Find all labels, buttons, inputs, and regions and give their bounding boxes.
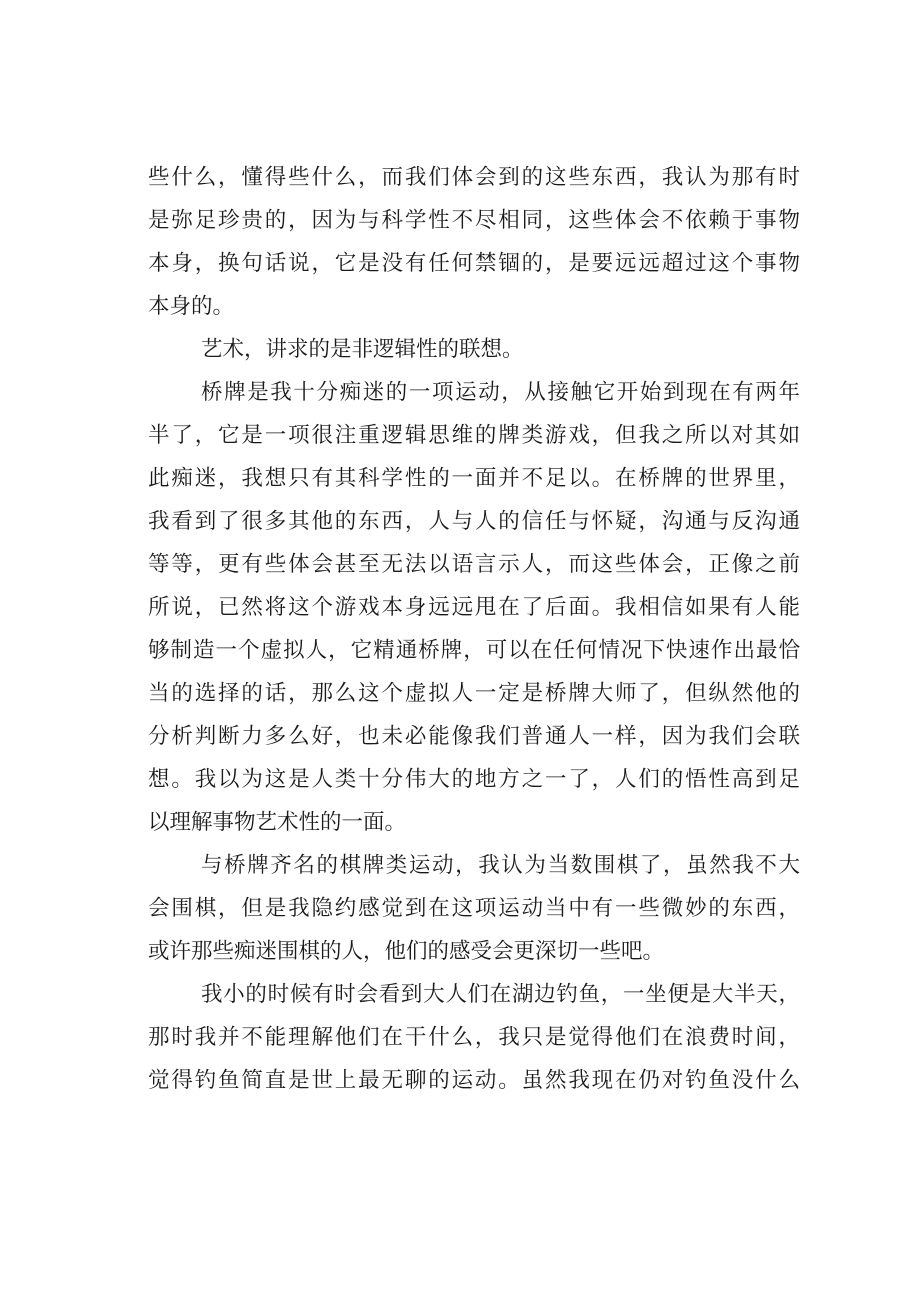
text-line: 那时我并不能理解他们在干什么，我只是觉得他们在浪费时间，: [148, 1025, 800, 1050]
essay-body: [148, 156, 800, 1102]
paragraph-fishing: [148, 973, 800, 1102]
text-line: 本身的。: [148, 294, 235, 319]
paragraph-continuation: [148, 156, 800, 328]
text-line: 与桥牌齐名的棋牌类运动，我认为当数围棋了，虽然我不大: [201, 853, 800, 878]
text-line: 本身，换句话说，它是没有任何禁锢的，是要远远超过这个事物: [148, 251, 800, 276]
text-line: 当的选择的话，那么这个虚拟人一定是桥牌大师了，但纵然他的: [148, 681, 800, 706]
text-line: 等等，更有些体会甚至无法以语言示人，而这些体会，正像之前: [148, 552, 800, 577]
text-line: 或许那些痴迷围棋的人，他们的感受会更深切一些吧。: [148, 939, 665, 964]
text-line: 分析判断力多么好，也未必能像我们普通人一样，因为我们会联: [148, 724, 800, 749]
text-line: 是弥足珍贵的，因为与科学性不尽相同，这些体会不依赖于事物: [148, 208, 800, 233]
text-line: 此痴迷，我想只有其科学性的一面并不足以。在桥牌的世界里，: [148, 466, 800, 491]
paragraph-go: [148, 844, 800, 973]
paragraph-art: [148, 328, 800, 371]
text-line: 我小的时候有时会看到大人们在湖边钓鱼，一坐便是大半天，: [201, 982, 800, 1007]
text-line: 想。我以为这是人类十分伟大的地方之一了，人们的悟性高到足: [148, 767, 800, 792]
paragraph-bridge: [148, 371, 800, 844]
text-line: 我看到了很多其他的东西，人与人的信任与怀疑，沟通与反沟通: [148, 509, 800, 534]
text-line: 半了，它是一项很注重逻辑思维的牌类游戏，但我之所以对其如: [148, 423, 800, 448]
text-line: 桥牌是我十分痴迷的一项运动，从接触它开始到现在有两年: [201, 380, 800, 405]
text-line: 艺术，讲求的是非逻辑性的联想。: [201, 337, 524, 362]
text-line: 觉得钓鱼简直是世上最无聊的运动。虽然我现在仍对钓鱼没什么: [148, 1068, 800, 1093]
text-line: 会围棋，但是我隐约感觉到在这项运动当中有一些微妙的东西，: [148, 896, 800, 921]
text-line: 够制造一个虚拟人，它精通桥牌，可以在任何情况下快速作出最恰: [148, 638, 800, 663]
text-line: 所说，已然将这个游戏本身远远甩在了后面。我相信如果有人能: [148, 595, 800, 620]
text-line: 以理解事物艺术性的一面。: [148, 810, 407, 835]
text-line: 些什么，懂得些什么，而我们体会到的这些东西，我认为那有时: [148, 165, 800, 190]
